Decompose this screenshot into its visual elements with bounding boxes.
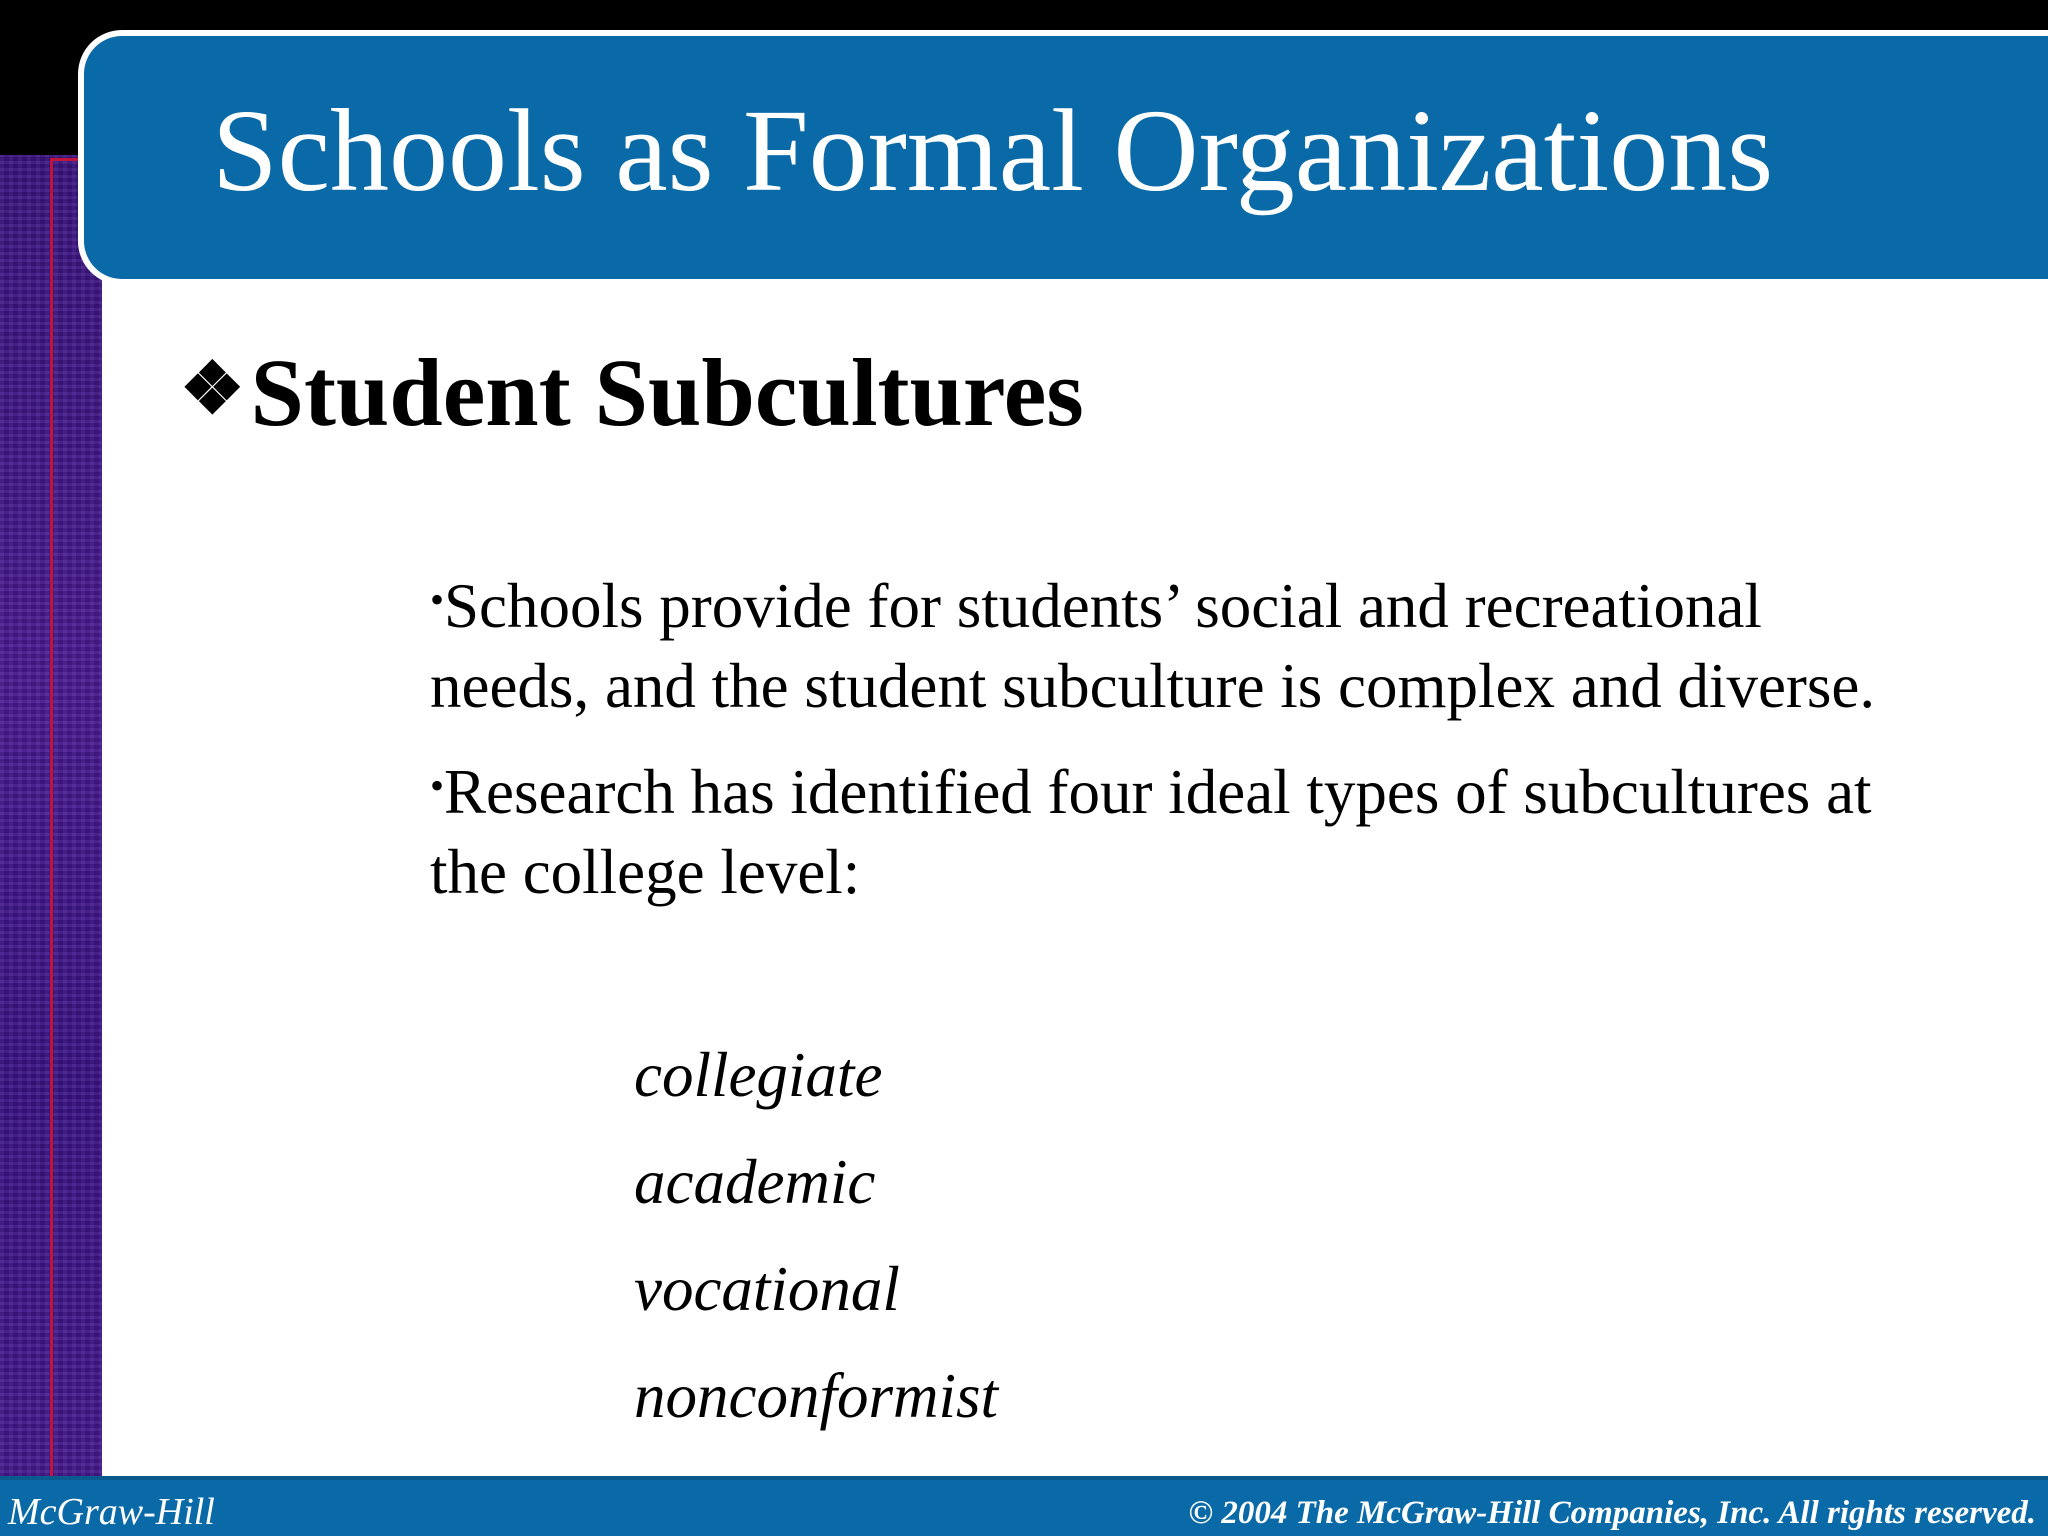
footer-copyright: © 2004 The McGraw-Hill Companies, Inc. All rights reserved.	[1188, 1495, 2036, 1531]
bullet-text: Schools provide for students’ social and recreational needs, and the student subculture is complex and diverse.	[430, 571, 1876, 721]
bullet-text: Research has identified four ideal types of subcultures at the college level:	[430, 757, 1872, 907]
subculture-type-item: nonconformist	[634, 1361, 999, 1431]
diamond-bullet-icon: ❖	[180, 349, 245, 429]
slide-title: Schools as Formal Organizations	[212, 85, 1774, 216]
subculture-types-list	[634, 1022, 998, 1450]
accent-line-vertical	[50, 158, 53, 1478]
bullet-dot-icon: •	[430, 577, 445, 622]
bullet-list	[430, 560, 1880, 932]
footer-publisher: McGraw-Hill	[8, 1491, 215, 1533]
subculture-type-item: collegiate	[634, 1040, 883, 1110]
section-heading-text: Student Subcultures	[250, 339, 1084, 446]
subculture-type-item: vocational	[634, 1254, 900, 1324]
subculture-type-item: academic	[634, 1147, 876, 1217]
bullet-dot-icon: •	[430, 763, 445, 808]
section-heading	[180, 339, 1084, 446]
bullet-item	[430, 746, 1880, 912]
bullet-item	[430, 560, 1880, 726]
